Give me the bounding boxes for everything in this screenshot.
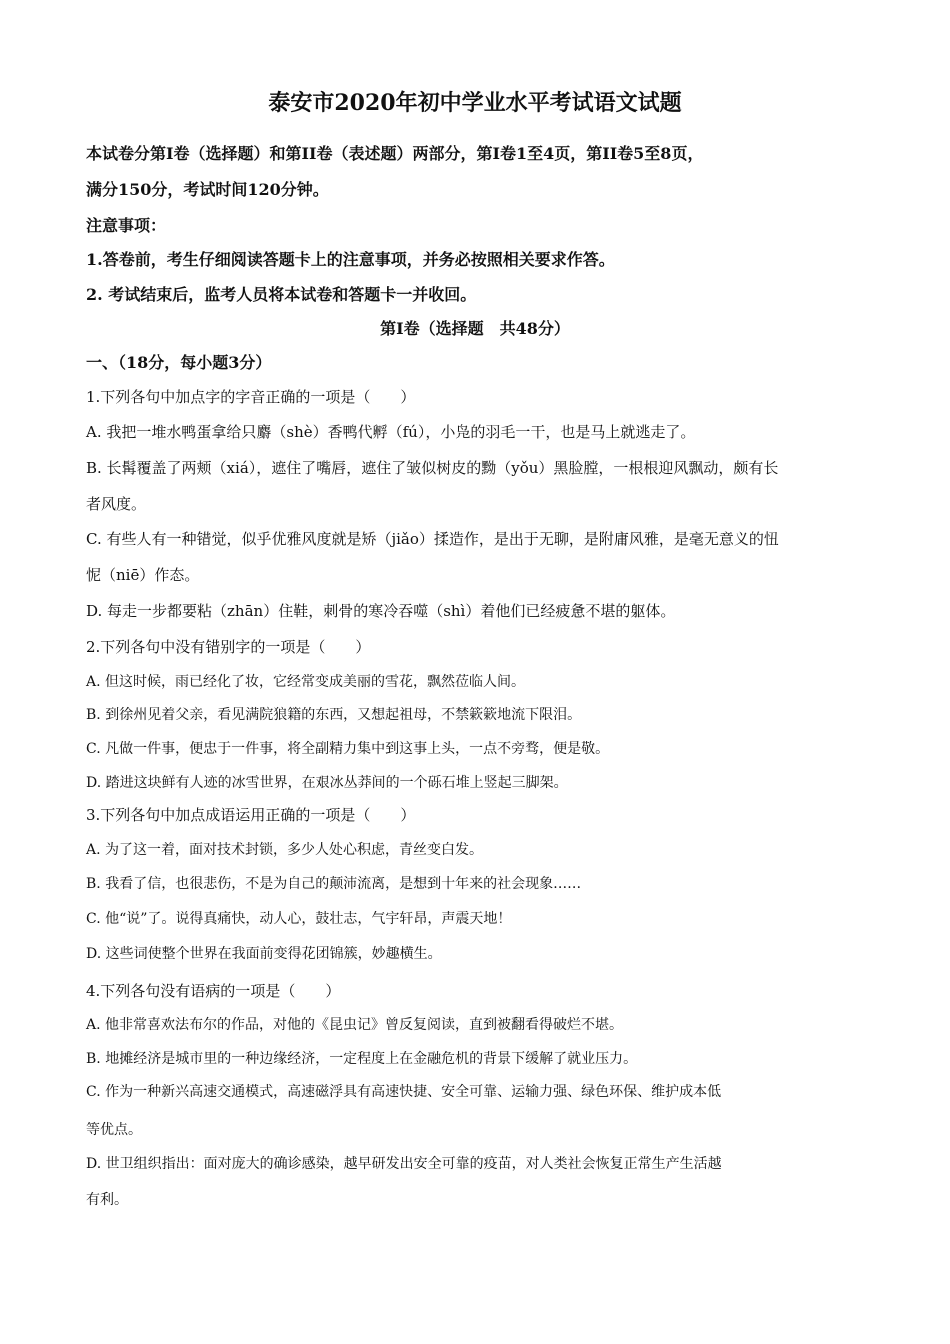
question-2-option-a: A. 但这时候，雨已经化了妆，它经常变成美丽的雪花，飘然莅临人间。: [86, 674, 526, 690]
part1-heading: 第Ⅰ卷（选择题 共48分）: [380, 319, 570, 338]
question-2-option-b: B. 到徐州见着父亲，看见满院狼籍的东西，又想起祖母，不禁簌簌地流下限泪。: [86, 707, 582, 723]
question-4-option-c-cont: 等优点。: [86, 1122, 142, 1138]
question-3-option-d: D. 这些词使整个世界在我面前变得花团锦簇，妙趣横生。: [86, 946, 442, 962]
question-2-option-d: D. 踏进这块鲜有人迹的冰雪世界，在艰冰丛莽间的一个砾石堆上竖起三脚架。: [86, 775, 568, 791]
question-4-stem: 4.下列各句没有语病的一项是（ ）: [86, 982, 341, 1000]
question-4-option-b: B. 地摊经济是城市里的一种边缘经济，一定程度上在金融危机的背景下缓解了就业压力。: [86, 1051, 638, 1067]
question-1-option-c-cont: 怩（niē）作态。: [86, 566, 200, 584]
intro-line-1: 本试卷分第Ⅰ卷（选择题）和第II卷（表述题）两部分，第Ⅰ卷1至4页，第II卷5至8页，: [86, 144, 704, 163]
question-1-stem: 1.下列各句中加点字的字音正确的一项是（ ）: [86, 388, 416, 406]
question-4-option-a: A. 他非常喜欢法布尔的作品，对他的《昆虫记》曾反复阅读，直到被翻看得破烂不堪。: [86, 1017, 624, 1033]
question-4-option-c: C. 作为一种新兴高速交通模式，高速磁浮具有高速快捷、安全可靠、运输力强、绿色环保、维护成本低: [86, 1084, 722, 1100]
section1-heading: 一、（18分，每小题3分）: [86, 353, 272, 372]
page-title: 泰安市2020年初中学业水平考试语文试题: [268, 90, 682, 116]
notice-heading: 注意事项：: [86, 216, 167, 235]
question-2-option-c: C. 凡做一件事，便忠于一件事，将全副精力集中到这事上头，一点不旁骛，便是敬。: [86, 741, 610, 757]
question-1-option-b: B. 长髯覆盖了两颊（xiá），遮住了嘴唇，遮住了皱似树皮的黝（yǒu）黑脸膛，一根根迎风飘动，颇有长: [86, 459, 779, 477]
question-1-option-c: C. 有些人有一种错觉，似乎优雅风度就是矫（jiǎo）揉造作，是出于无聊，是附庸风雅，是毫无意义的忸: [86, 530, 779, 548]
question-1-option-a: A. 我把一堆水鸭蛋拿给只麝（shè）香鸭代孵（fú），小凫的羽毛一干，也是马上就逃走了。: [86, 423, 696, 441]
notice-item-2: 2. 考试结束后，监考人员将本试卷和答题卡一并收回。: [86, 285, 477, 304]
question-3-stem: 3.下列各句中加点成语运用正确的一项是（ ）: [86, 806, 416, 824]
question-3-option-c: C. 他“说”了。说得真痛快，动人心，鼓壮志，气宇轩昂，声震天地！: [86, 911, 512, 927]
question-4-option-d-cont: 有利。: [86, 1192, 128, 1208]
question-3-option-a: A. 为了这一着，面对技术封锁，多少人处心积虑，青丝变白发。: [86, 842, 484, 858]
question-2-stem: 2.下列各句中没有错别字的一项是（ ）: [86, 638, 371, 656]
intro-line-2: 满分150分，考试时间120分钟。: [86, 180, 329, 199]
question-1-option-d: D. 每走一步都要粘（zhān）住鞋，刺骨的寒冷吞噬（shì）着他们已经疲惫不堪的躯体。: [86, 602, 676, 620]
question-3-option-b: B. 我看了信，也很悲伤，不是为自己的颠沛流离，是想到十年来的社会现象……: [86, 876, 582, 892]
question-1-option-b-cont: 者风度。: [86, 495, 147, 513]
question-4-option-d: D. 世卫组织指出：面对庞大的确诊感染，越早研发出安全可靠的疫苗，对人类社会恢复正常生产生活越: [86, 1156, 722, 1172]
notice-item-1: 1.答卷前，考生仔细阅读答题卡上的注意事项，并务必按照相关要求作答。: [86, 250, 615, 269]
